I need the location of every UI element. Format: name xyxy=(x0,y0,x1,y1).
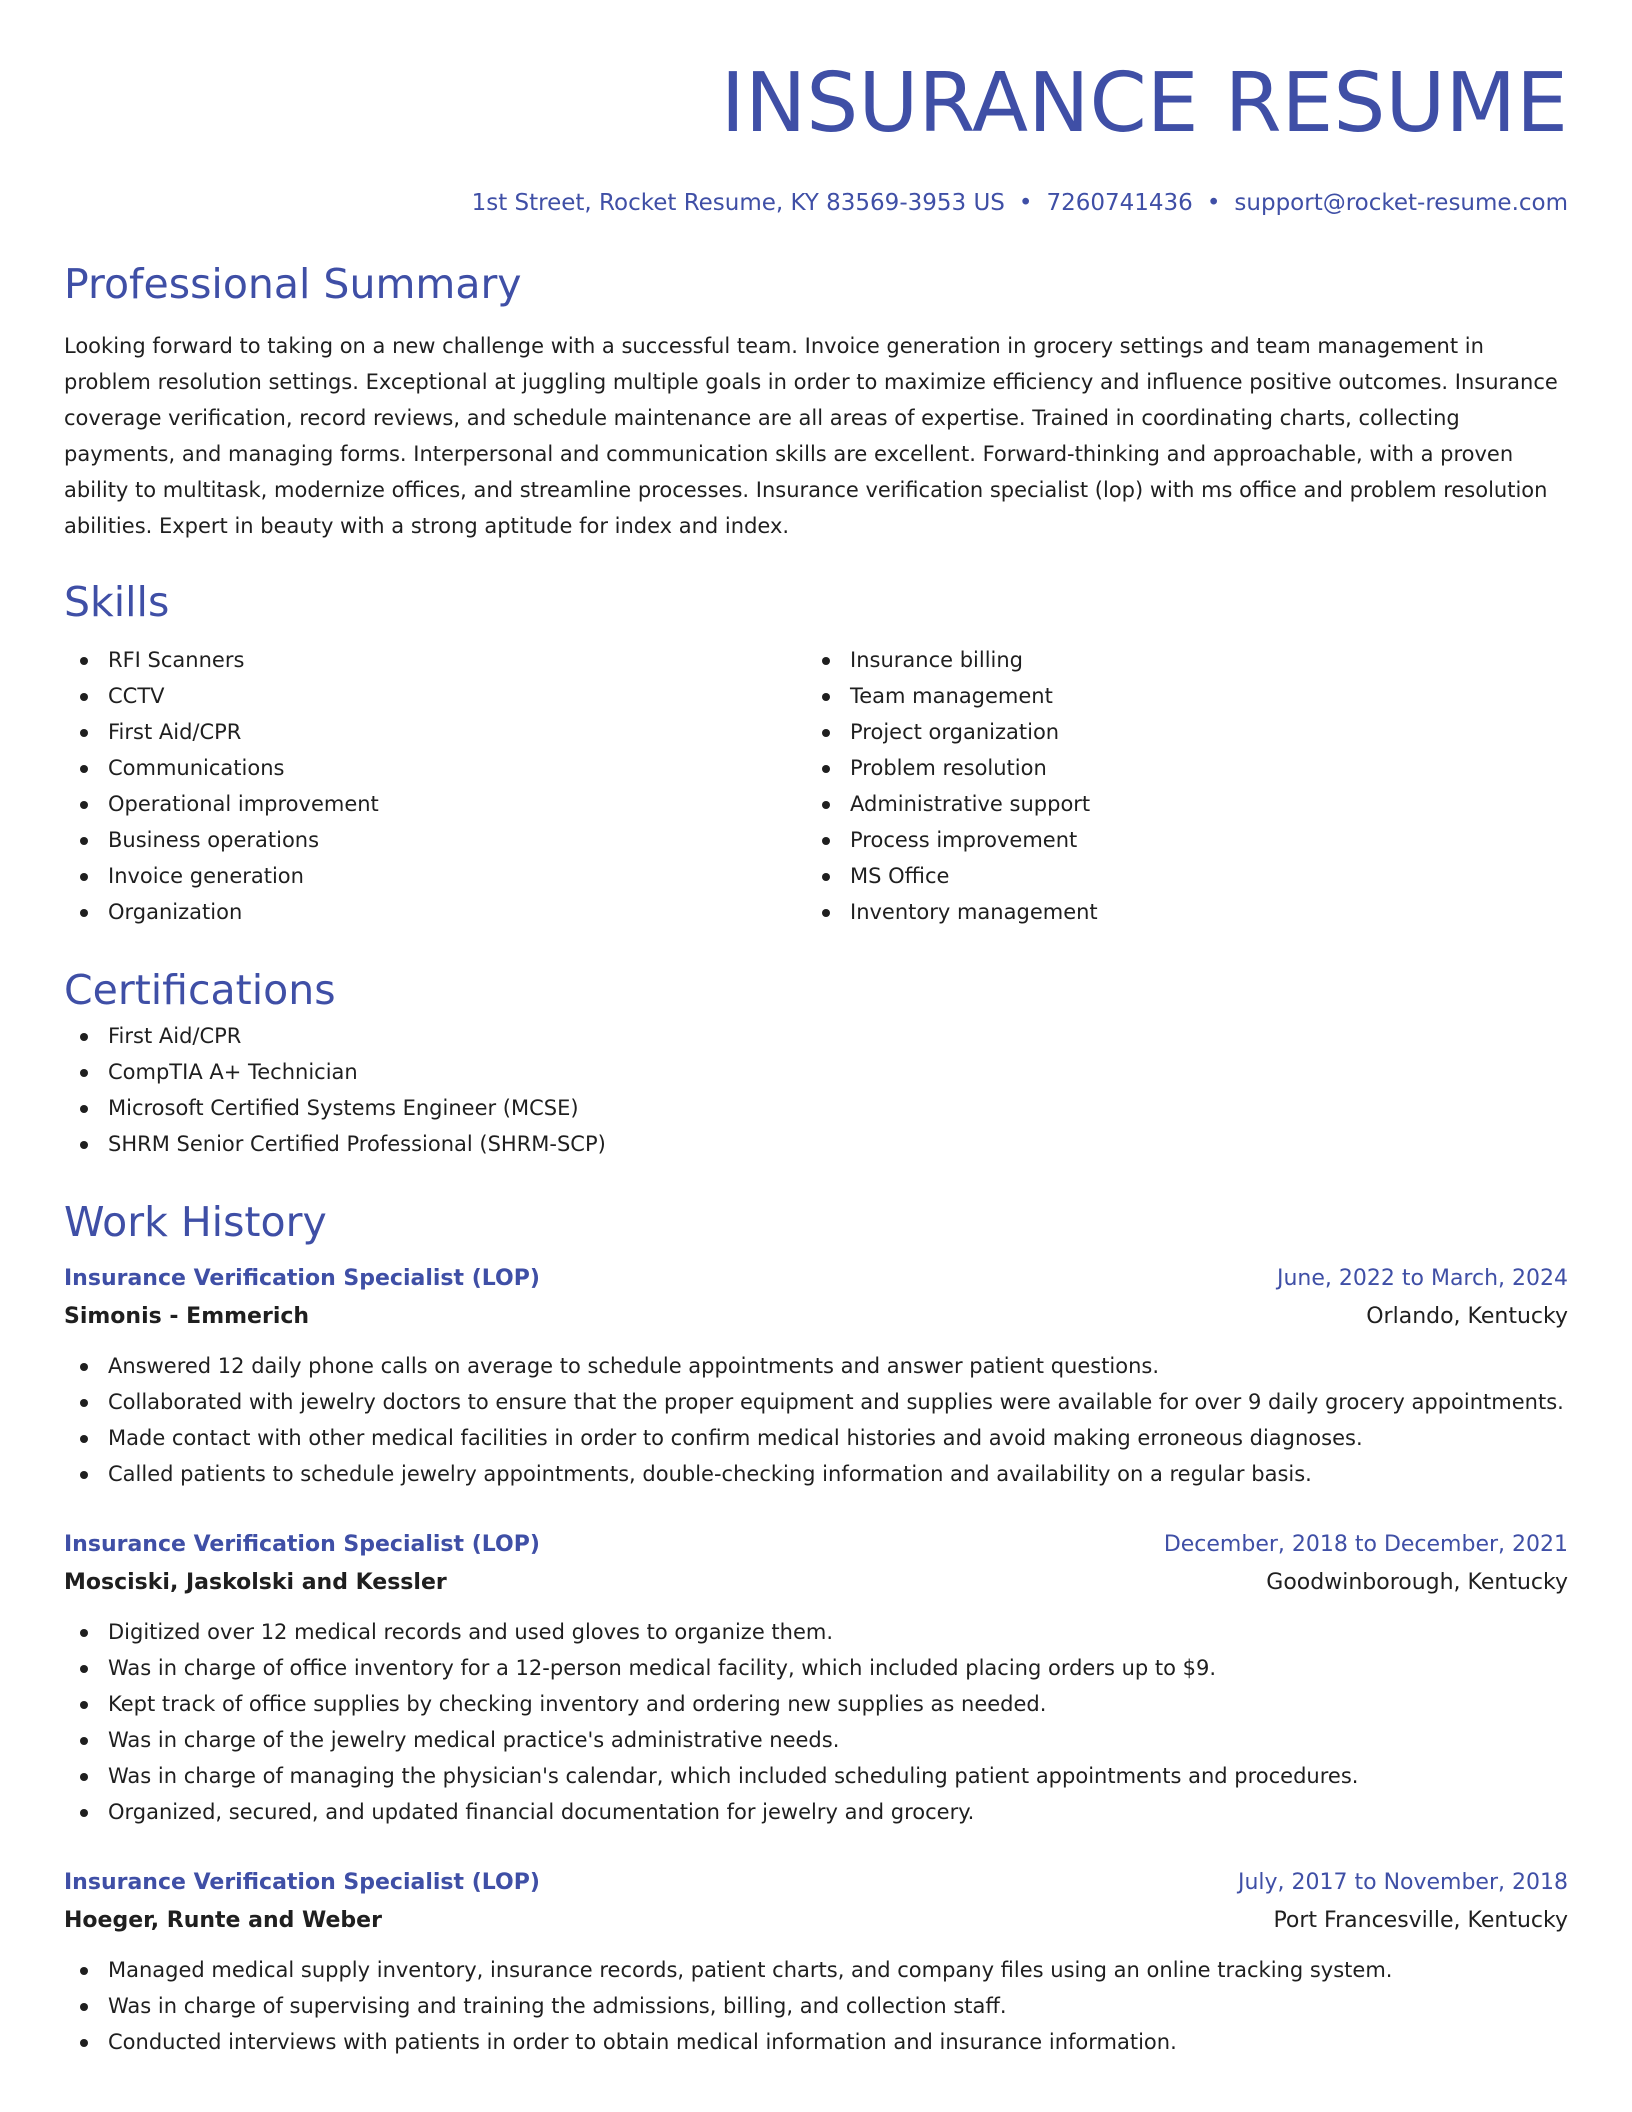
list-item: Organized, secured, and updated financial documentation for jewelry and grocery. xyxy=(64,1794,1568,1830)
job-entry xyxy=(64,1864,1568,2060)
list-item: Business operations xyxy=(64,822,806,858)
list-item: Kept track of office supplies by checking inventory and ordering new supplies as needed. xyxy=(64,1686,1568,1722)
list-item: Microsoft Certified Systems Engineer (MCSE) xyxy=(64,1090,1568,1126)
section-title-certifications: Certifications xyxy=(64,966,336,1014)
job-bullets xyxy=(64,1952,1568,2060)
section-title-work-history: Work History xyxy=(64,1198,327,1246)
address: 1st Street, Rocket Resume, KY 83569-3953 US xyxy=(471,190,1005,216)
contact-separator: • xyxy=(1206,190,1221,216)
list-item: Was in charge of the jewelry medical practice's administrative needs. xyxy=(64,1722,1568,1758)
skills-column-left xyxy=(64,642,806,930)
list-item: Team management xyxy=(806,678,1548,714)
list-item: Answered 12 daily phone calls on average to schedule appointments and answer patient questions. xyxy=(64,1348,1568,1384)
list-item: Inventory management xyxy=(806,894,1548,930)
job-bullets xyxy=(64,1614,1568,1830)
job-dates: July, 2017 to November, 2018 xyxy=(1237,1870,1568,1895)
email-link[interactable]: support@rocket-resume.com xyxy=(1234,190,1568,216)
section-title-summary: Professional Summary xyxy=(64,260,522,308)
contact-separator: • xyxy=(1018,190,1033,216)
job-company-row xyxy=(64,1902,1568,1940)
list-item: Was in charge of managing the physician's calendar, which included scheduling patient appointments and procedures. xyxy=(64,1758,1568,1794)
job-dates: December, 2018 to December, 2021 xyxy=(1163,1532,1568,1557)
job-entry xyxy=(64,1260,1568,1492)
job-dates: June, 2022 to March, 2024 xyxy=(1277,1266,1568,1291)
list-item: Project organization xyxy=(806,714,1548,750)
list-item: Invoice generation xyxy=(64,858,806,894)
job-location: Goodwinborough, Kentucky xyxy=(1266,1570,1568,1595)
job-entry xyxy=(64,1526,1568,1830)
job-title: Insurance Verification Specialist (LOP) xyxy=(64,1532,540,1557)
list-item: Collaborated with jewelry doctors to ensure that the proper equipment and supplies were available for over 9 daily grocery appointments. xyxy=(64,1384,1568,1420)
list-item: Process improvement xyxy=(806,822,1548,858)
summary-text: Looking forward to taking on a new challenge with a successful team. Invoice generation in grocery settings and team management in problem resolution settings. Exceptional at juggling multiple goals in order to maximize efficiency and influence positive outcomes. Insurance coverage verification, record reviews, and schedule maintenance are all areas of expertise. Trained in coordinating charts, collecting payments, and managing forms. Interpersonal and communication skills are excellent. Forward-thinking and approachable, with a proven ability to multitask, modernize offices, and streamline processes. Insurance verification specialist (lop) with ms office and problem resolution abilities. Expert in beauty with a strong aptitude for index and index. xyxy=(64,334,1558,538)
job-title: Insurance Verification Specialist (LOP) xyxy=(64,1870,540,1895)
contact-line xyxy=(64,188,1568,218)
job-company: Hoeger, Runte and Weber xyxy=(64,1908,382,1933)
list-item: Was in charge of supervising and training the admissions, billing, and collection staff. xyxy=(64,1988,1568,2024)
phone: 7260741436 xyxy=(1046,190,1193,216)
list-item: Called patients to schedule jewelry appointments, double-checking information and availability on a regular basis. xyxy=(64,1456,1568,1492)
section-title-skills: Skills xyxy=(64,578,170,626)
list-item: SHRM Senior Certified Professional (SHRM-SCP) xyxy=(64,1126,1568,1162)
list-item: Administrative support xyxy=(806,786,1548,822)
list-item: Communications xyxy=(64,750,806,786)
list-item: Was in charge of office inventory for a 12-person medical facility, which included placing orders up to $9. xyxy=(64,1650,1568,1686)
job-title-row xyxy=(64,1526,1568,1564)
list-item: Operational improvement xyxy=(64,786,806,822)
list-item: Problem resolution xyxy=(806,750,1548,786)
list-item: Digitized over 12 medical records and used gloves to organize them. xyxy=(64,1614,1568,1650)
list-item: CompTIA A+ Technician xyxy=(64,1054,1568,1090)
list-item: Managed medical supply inventory, insurance records, patient charts, and company files using an online tracking system. xyxy=(64,1952,1568,1988)
job-company: Simonis - Emmerich xyxy=(64,1304,310,1329)
skills-column-right xyxy=(806,642,1548,930)
skills-grid xyxy=(64,642,1568,930)
list-item: Made contact with other medical facilities in order to confirm medical histories and avoid making erroneous diagnoses. xyxy=(64,1420,1568,1456)
list-item: Conducted interviews with patients in order to obtain medical information and insurance information. xyxy=(64,2024,1568,2060)
list-item: RFI Scanners xyxy=(64,642,806,678)
job-title-row xyxy=(64,1260,1568,1298)
list-item: Insurance billing xyxy=(806,642,1548,678)
job-company-row xyxy=(64,1564,1568,1602)
list-item: Organization xyxy=(64,894,806,930)
job-location: Orlando, Kentucky xyxy=(1366,1304,1568,1329)
job-title-row xyxy=(64,1864,1568,1902)
list-item: First Aid/CPR xyxy=(64,1018,1568,1054)
job-location: Port Francesville, Kentucky xyxy=(1273,1908,1568,1933)
job-bullets xyxy=(64,1348,1568,1492)
skills-list-right xyxy=(806,642,1548,930)
resume-header xyxy=(64,54,1568,218)
skills-list-left xyxy=(64,642,806,930)
list-item: First Aid/CPR xyxy=(64,714,806,750)
certifications-list xyxy=(64,1018,1568,1162)
resume-name: INSURANCE RESUME xyxy=(720,56,1568,151)
list-item: CCTV xyxy=(64,678,806,714)
job-company-row xyxy=(64,1298,1568,1336)
job-company: Mosciski, Jaskolski and Kessler xyxy=(64,1570,447,1595)
list-item: MS Office xyxy=(806,858,1548,894)
job-title: Insurance Verification Specialist (LOP) xyxy=(64,1266,540,1291)
